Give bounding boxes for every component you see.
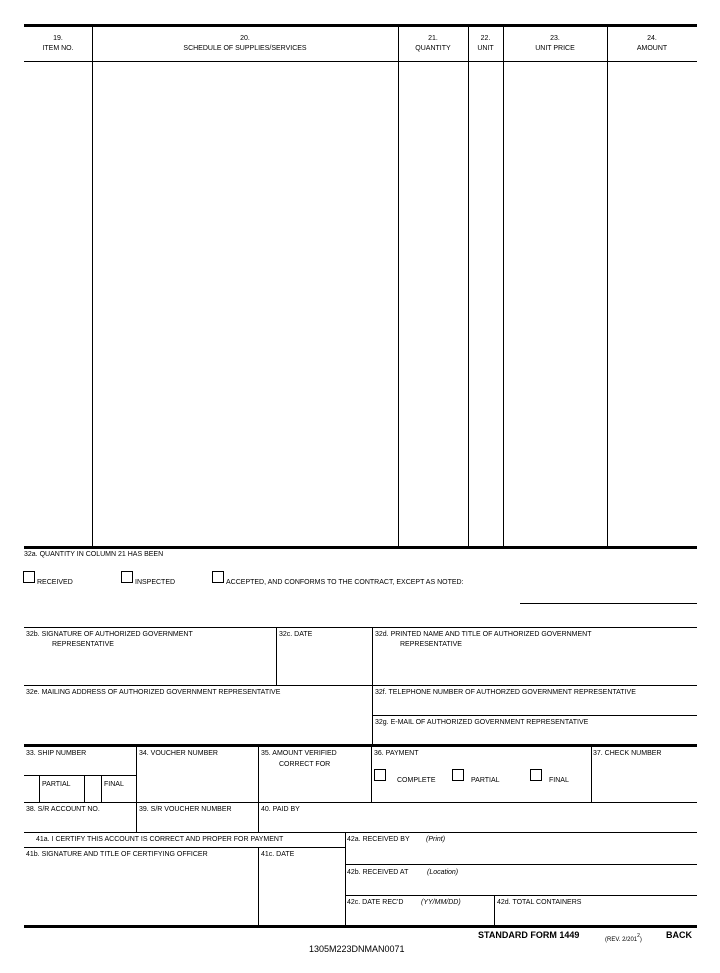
divider-41-42 xyxy=(345,832,346,926)
rule-41b-top xyxy=(24,847,345,848)
total-containers-label: 42d. TOTAL CONTAINERS xyxy=(497,899,582,906)
accepted-checkbox[interactable] xyxy=(212,571,224,583)
signature-rep-label: 32b. SIGNATURE OF AUTHORIZED GOVERNMENT xyxy=(26,631,193,638)
accepted-checkbox-label: ACCEPTED, AND CONFORMS TO THE CONTRACT, EXCEPT AS NOTED: xyxy=(226,579,464,586)
column-header-amount: 24. AMOUNT xyxy=(636,35,668,52)
printed-name-label-2: REPRESENTATIVE xyxy=(400,641,462,648)
date-received-hint: (YY/MM/DD) xyxy=(421,899,461,906)
notes-line[interactable] xyxy=(520,603,697,604)
document-id: 1305M223DNMAN0071 xyxy=(309,944,405,954)
divider-42c-42d xyxy=(494,895,495,926)
column-header-unit-price: 23. UNIT PRICE xyxy=(535,35,575,52)
col-divider-5 xyxy=(607,26,608,547)
rule-38-top xyxy=(24,802,697,803)
column-header-item-no: 19. ITEM NO. xyxy=(42,35,74,52)
payment-complete-checkbox[interactable] xyxy=(374,769,386,781)
inspected-checkbox-label: INSPECTED xyxy=(135,579,176,586)
payment-partial-label: PARTIAL xyxy=(471,777,500,784)
amount-verified-label-2: CORRECT FOR xyxy=(279,761,331,768)
form-revision-prefix: (REV. 2/201 xyxy=(605,937,638,943)
form-revision-superscript: 2 xyxy=(637,933,640,939)
printed-name-label: 32d. PRINTED NAME AND TITLE OF AUTHORIZED GOVERNMENT xyxy=(375,631,592,638)
email-label: 32g. E-MAIL OF AUTHORIZED GOVERNMENT REPRESENTATIVE xyxy=(375,719,589,726)
col-divider-2 xyxy=(398,26,399,547)
divider-ship-mid xyxy=(84,775,85,802)
divider-ship-right xyxy=(101,775,102,802)
ship-partial-label: PARTIAL xyxy=(42,781,71,788)
mailing-address-label: 32e. MAILING ADDRESS OF AUTHORIZED GOVERNMENT REPRESENTATIVE xyxy=(26,689,281,696)
divider-35-36 xyxy=(371,746,372,802)
column-header-quantity: 21. QUANTITY xyxy=(415,35,451,52)
payment-section-top xyxy=(24,744,697,747)
inspected-checkbox[interactable] xyxy=(121,571,133,583)
form-revision xyxy=(605,933,642,943)
certify-label: 41a. I CERTIFY THIS ACCOUNT IS CORRECT AND PROPER FOR PAYMENT xyxy=(36,836,284,843)
sr-voucher-label: 39. S/R VOUCHER NUMBER xyxy=(139,806,232,813)
payment-label: 36. PAYMENT xyxy=(374,750,419,757)
col-divider-3 xyxy=(468,26,469,547)
form-revision-suffix: ) xyxy=(639,937,642,943)
received-at-hint: (Location) xyxy=(427,869,459,876)
amount-verified-label: 35. AMOUNT VERIFIED xyxy=(261,750,337,757)
column-header-schedule: 20. SCHEDULE OF SUPPLIES/SERVICES xyxy=(183,35,307,52)
received-by-hint: (Print) xyxy=(426,836,446,843)
rule-32e-top xyxy=(24,685,697,686)
paid-by-label: 40. PAID BY xyxy=(261,806,300,813)
divider-34-35 xyxy=(258,746,259,832)
col-divider-1 xyxy=(92,26,93,547)
date-received-label: 42c. DATE REC'D xyxy=(347,899,404,906)
sr-account-label: 38. S/R ACCOUNT NO. xyxy=(26,806,100,813)
rule-42c-top xyxy=(345,895,697,896)
certifying-officer-label: 41b. SIGNATURE AND TITLE OF CERTIFYING OFFICER xyxy=(26,851,208,858)
signature-rep-label-2: REPRESENTATIVE xyxy=(52,641,114,648)
rule-42b-top xyxy=(345,864,697,865)
top-border xyxy=(24,24,697,27)
received-at-label: 42b. RECEIVED AT xyxy=(347,869,409,876)
divider-41b-41c xyxy=(258,847,259,926)
received-checkbox[interactable] xyxy=(23,571,35,583)
payment-final-checkbox[interactable] xyxy=(530,769,542,781)
rep-date-label: 32c. DATE xyxy=(279,631,313,638)
form-name: STANDARD FORM 1449 xyxy=(478,930,580,940)
telephone-label: 32f. TELEPHONE NUMBER OF AUTHORZED GOVERNMENT REPRESENTATIVE xyxy=(375,689,636,696)
received-by-label: 42a. RECEIVED BY xyxy=(347,836,410,843)
received-checkbox-label: RECEIVED xyxy=(37,579,73,586)
divider-36-37 xyxy=(591,746,592,802)
divider-32b-32c xyxy=(276,627,277,685)
ship-number-label: 33. SHIP NUMBER xyxy=(26,750,87,757)
payment-final-label: FINAL xyxy=(549,777,569,784)
col-divider-4 xyxy=(503,26,504,547)
rule-41-top xyxy=(24,832,697,833)
header-bottom-rule xyxy=(24,61,697,62)
divider-32c-32d xyxy=(372,627,373,745)
table-bottom-border xyxy=(24,546,697,549)
footer-border xyxy=(24,925,697,928)
check-number-label: 37. CHECK NUMBER xyxy=(593,750,662,757)
payment-complete-label: COMPLETE xyxy=(397,777,436,784)
divider-33-34 xyxy=(136,746,137,832)
quantity-received-label: 32a. QUANTITY IN COLUMN 21 HAS BEEN xyxy=(24,551,164,558)
voucher-number-label: 34. VOUCHER NUMBER xyxy=(139,750,218,757)
certify-date-label: 41c. DATE xyxy=(261,851,295,858)
ship-final-label: FINAL xyxy=(104,781,124,788)
rule-32g-top xyxy=(372,715,697,716)
form-side: BACK xyxy=(666,930,692,940)
partial-final-top xyxy=(24,775,136,776)
divider-ship-left xyxy=(39,775,40,802)
payment-partial-checkbox[interactable] xyxy=(452,769,464,781)
column-header-unit: 22. UNIT xyxy=(477,35,494,52)
rule-32b-top xyxy=(24,627,697,628)
